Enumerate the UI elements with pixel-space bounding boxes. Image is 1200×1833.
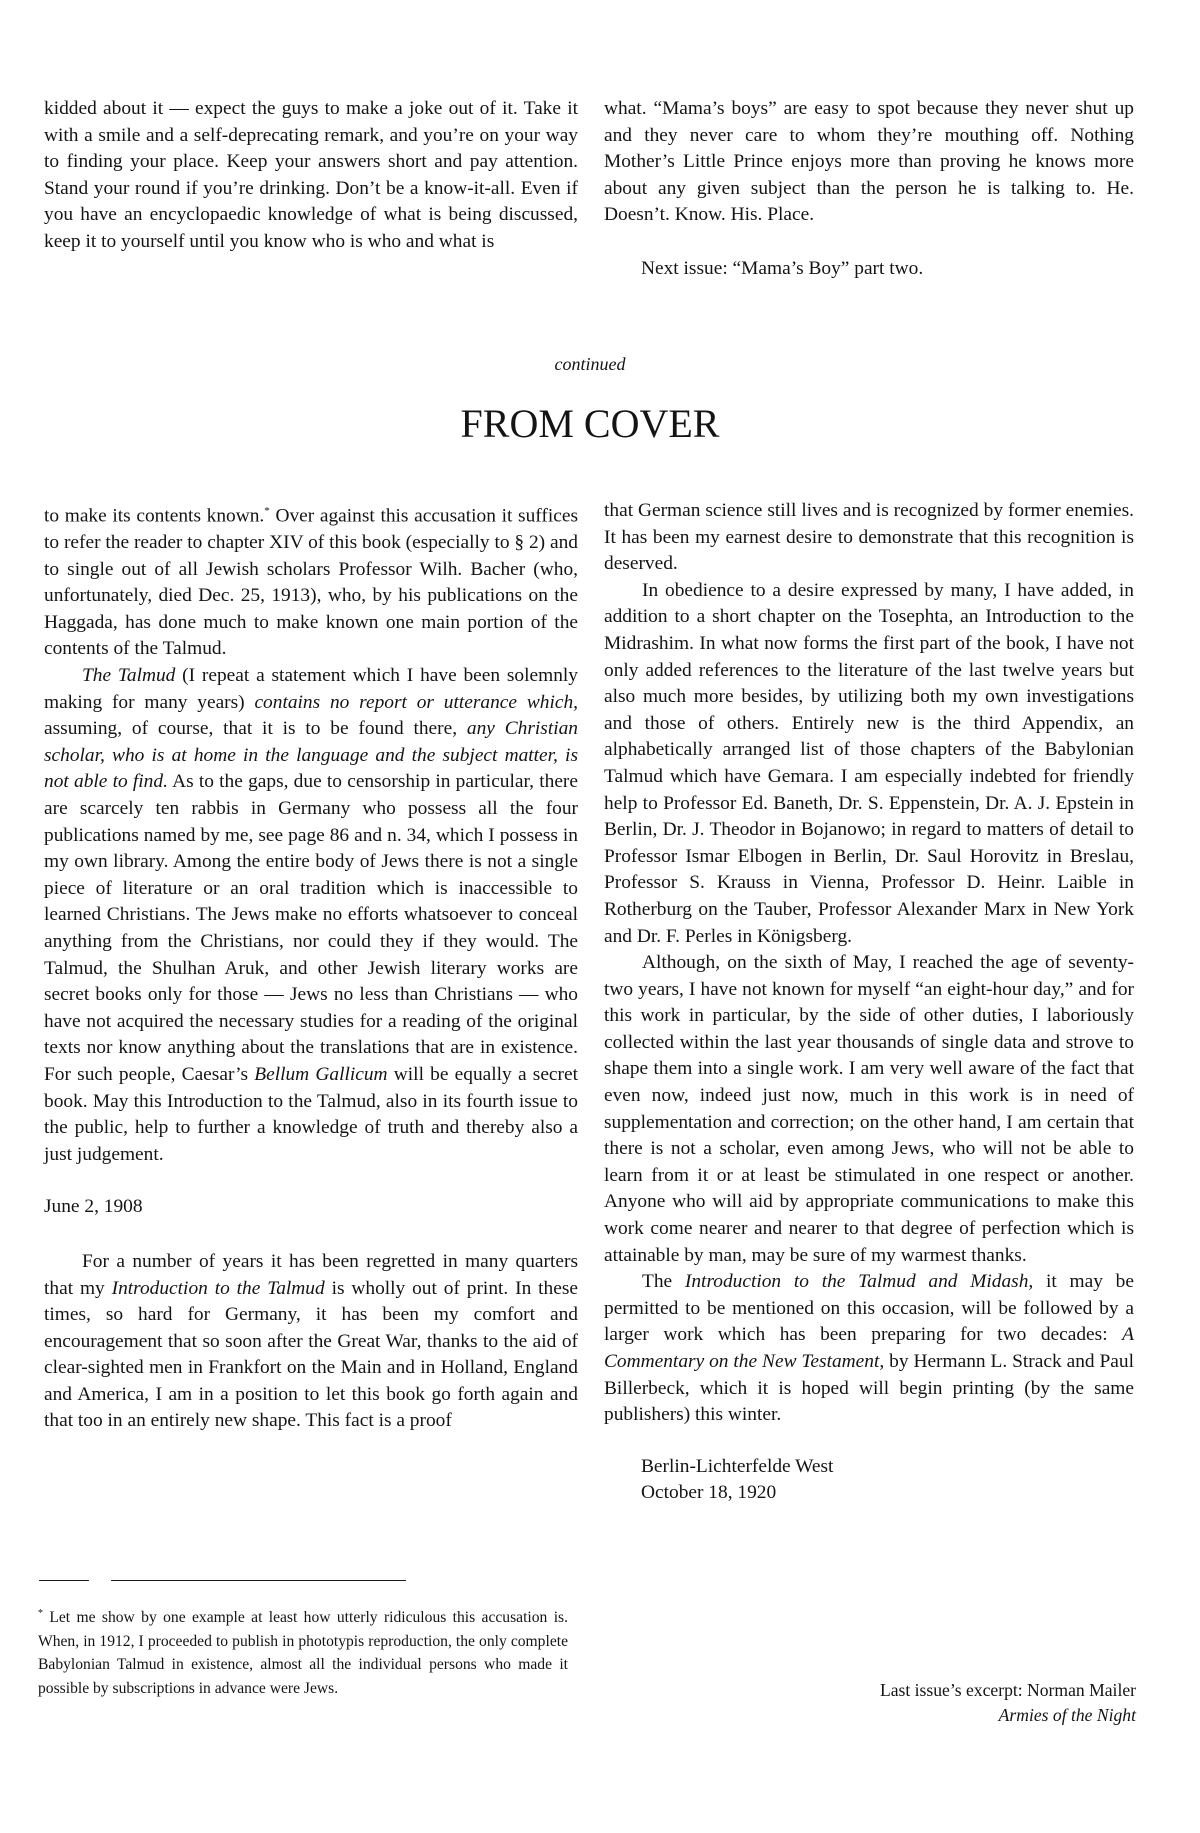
paragraph: For a number of years it has been regretted in many quarters that my Introduction to the Talmud is wholly out of print. In these times, so hard for Germany, it has been my comfort and encouragement that so soon after the Great War, thanks to the aid of clear-sighted men in Frankfort on the Main and in Holland, England and America, I am in a position to let this book go forth again and that too in an entirely new shape. This fact is a proof (44, 1250, 578, 1432)
excerpt-title: Armies of the Night (998, 1704, 1136, 1725)
paragraph: Although, on the sixth of May, I reached the age of seventy-two years, I have not known for myself “an eight-hour day,” and for this work in particular, by the side of other duties, I laboriously collected within the last year thousands of single data and strove to shape them into a single work. I am very well aware of the fact that even now, indeed just now, much in this work is in need of supplementation and correction; on the other hand, I am certain that there is not a scholar, even among Jews, who will not be able to learn from it or at least be stimulated in one respect or another. Anyone who will aid by appropriate communications to make this work come nearer and nearer to that degree of perfection which is attainable by man, may be sure of my warmest thanks. (604, 952, 1134, 1266)
paragraph: that German science still lives and is recognized by former enemies. It has been my earnest desire to demonstrate that this recognition is deserved. (604, 500, 1134, 575)
next-issue-note: Next issue: “Mama’s Boy” part two. (641, 258, 924, 279)
last-issue-excerpt (700, 1678, 1136, 1727)
signoff-place: Berlin-Lichterfelde West (641, 1455, 834, 1477)
footnote: * Let me show by one example at least how utterly ridiculous this accusation is. When, in 1912, I proceeded to publish in phototypis reproduction, the only complete Babylonian Talmud in existence, almost all the individual persons who made it possible by subscriptions in advance were Jews. (38, 1608, 568, 1697)
footnote-rule (39, 1580, 89, 1581)
signoff-date: October 18, 1920 (641, 1482, 777, 1504)
paragraph: In obedience to a desire expressed by many, I have added, in addition to a short chapter on the Tosephta, an Introduction to the Midrashim. In what now forms the first part of the book, I have not only added references to the literature of the last twelve years but also much more besides, by utilizing both my own investigations and those of others. Entirely new is the third Appendix, an alphabetically arranged list of those chapters of the Babylonian Talmud which have Gemara. I am especially indebted for friendly help to Professor Ed. Baneth, Dr. S. Eppenstein, Dr. A. J. Epstein in Berlin, Dr. J. Theodor in Bojanowo; in regard to matters of detail to Professor Ismar Elbogen in Berlin, Dr. Saul Horovitz in Breslau, Professor S. Krauss in Vienna, Professor D. Heinr. Laible in Rotherburg on the Tauber, Professor Alexander Marx in New York and Dr. F. Perles in Königsberg. (604, 579, 1134, 947)
section-title: FROM COVER (460, 401, 720, 446)
top-right-paragraph: what. “Mama’s boys” are easy to spot because they never shut up and they never care to whom they’re mouthing off. Nothing Mother’s Little Prince enjoys more than proving he knows more about any given subject than the person he is talking to. He. Doesn’t. Know. His. Place. (604, 98, 1134, 226)
right-column (604, 498, 1134, 1507)
top-left-paragraph: kidded about it — expect the guys to make a joke out of it. Take it with a smile and a self-deprecating remark, and you’re on your way to finding your place. Keep your answers short and pay attention. Stand your round if you’re drinking. Don’t be a know-it-all. Even if you have an encyclopaedic knowledge of what is being discussed, keep it to yourself until you know who is who and what is (44, 98, 578, 252)
footnote-rule (111, 1580, 406, 1581)
continued-label: continued (554, 354, 626, 374)
excerpt-line: Last issue’s excerpt: Norman Mailer (879, 1680, 1136, 1700)
paragraph: The Talmud (I repeat a statement which I have been solemnly making for many years) contains no report or utterance which, assuming, of course, that it is to be found there, any Christian scholar, who is at home in the language and the subject matter, is not able to find. As to the gaps, due to censorship in particular, there are scarcely ten rabbis in Germany who possess all the four publications named by me, see page 86 and n. 34, which I possess in my own library. Among the entire body of Jews there is not a single piece of literature or an oral tradition which is inaccessible to learned Christians. The Jews make no efforts whatsoever to conceal anything from the Christians, nor could they if they would. The Talmud, the Shulhan Aruk, and other Jewish literary works are secret books only for those — Jews no less than Christians — who have not acquired the necessary studies for a reading of the original texts nor know anything about the translations that are in existence. For such people, Caesar’s Bellum Gallicum will be equally a secret book. May this Introduction to the Talmud, also in its fourth issue to the public, help to further a knowledge of truth and thereby also a just judgement. (44, 665, 578, 1165)
paragraph: to make its contents known.* Over against this accusation it suffices to refer the reader to chapter XIV of this book (especially to § 2) and to single out of all Jewish scholars Professor Wilh. Bacher (who, unfortunately, died Dec. 25, 1913), who, by his publications on the Haggada, has done much to make known one main portion of the contents of the Talmud. (44, 505, 578, 660)
foreword-date: June 2, 1908 (44, 1196, 143, 1218)
left-column (44, 498, 578, 1435)
paragraph: The Introduction to the Talmud and Midash, it may be permitted to be mentioned on this occasion, will be followed by a larger work which has been preparing for two decades: A Commentary on the New Testament, by Hermann L. Strack and Paul Billerbeck, which it is hoped will begin printing (by the same publishers) this winter. (604, 1271, 1134, 1426)
